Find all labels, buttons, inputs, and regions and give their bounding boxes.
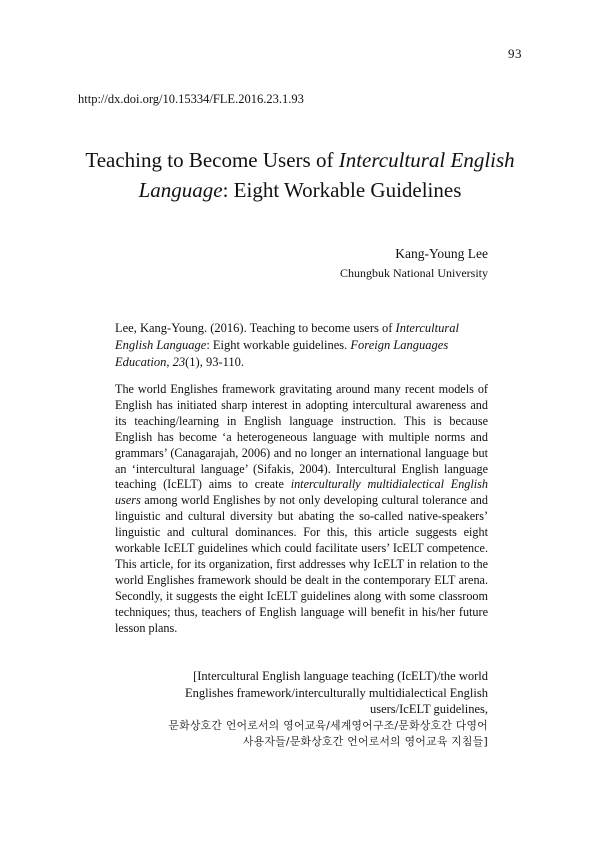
keywords-line-5-korean: 사용자들/문화상호간 언어로서의 영어교육 지침들] xyxy=(243,735,488,748)
keywords-line-3: users/IcELT guidelines, xyxy=(369,702,488,716)
keywords-line-4-korean: 문화상호간 언어로서의 영어교육/세계영어구조/문화상호간 다영어 xyxy=(168,718,488,732)
author-name: Kang-Young Lee xyxy=(395,246,488,261)
citation-italic-title: Intercultural English Language xyxy=(115,321,459,352)
author-affiliation: Chungbuk National University xyxy=(340,266,488,280)
title-text-1: Teaching to Become Users of xyxy=(85,148,339,172)
title-italic-2: Language xyxy=(138,178,223,202)
citation-issue-pages: (1), 93-110. xyxy=(185,355,245,369)
keywords-line-2: Englishes framework/interculturally multidialectical English xyxy=(184,685,488,700)
title-italic-1: Intercultural English xyxy=(338,148,515,172)
abstract-italic: interculturally multidialectical English users xyxy=(115,477,489,508)
doi-link[interactable]: http://dx.doi.org/10.15334/FLE.2016.23.1.93 xyxy=(78,92,304,106)
abstract xyxy=(115,382,488,637)
citation-mid: : Eight workable guidelines. xyxy=(206,338,351,352)
citation xyxy=(115,320,488,371)
author-block xyxy=(340,244,488,282)
title-text-2: : Eight Workable Guidelines xyxy=(222,178,462,202)
citation-journal: Foreign Languages Education, 23 xyxy=(115,338,449,369)
paper-title xyxy=(60,145,540,205)
abstract-part-1: The world Englishes framework gravitating around many recent models of English has initiated sharp interest in adopting intercultural awareness and its teaching/learning in English language instruction. This is because English has become ‘a heterogeneous language with multiple norms and grammars’ (Canagarajah, 2006) and no longer an international language but an ‘intercultural language’ (Sifakis, 2004). Intercultural English language teaching (IcELT) aims to create xyxy=(115,382,488,492)
keywords-line-1: [Intercultural English language teaching (IcELT)/the world xyxy=(193,669,488,683)
page-number: 93 xyxy=(508,46,522,61)
keywords xyxy=(88,668,488,751)
citation-lead: Lee, Kang-Young. (2016). Teaching to become users of xyxy=(115,321,396,335)
abstract-part-2: among world Englishes by not only developing cultural tolerance and linguistic and cultural diversity but abating the so-called native-speakers’ linguistic and cultural dominances. For this, this article suggests eight workable IcELT guidelines which could facilitate users’ IcELT competence. This article, for its organization, first addresses why IcELT in relation to the world Englishes framework should be dealt in the contemporary ELT arena. Secondly, it suggests the eight IcELT guidelines along with some classroom techniques; thus, teachers of English language will benefit in his/her future lesson plans. xyxy=(115,493,488,635)
